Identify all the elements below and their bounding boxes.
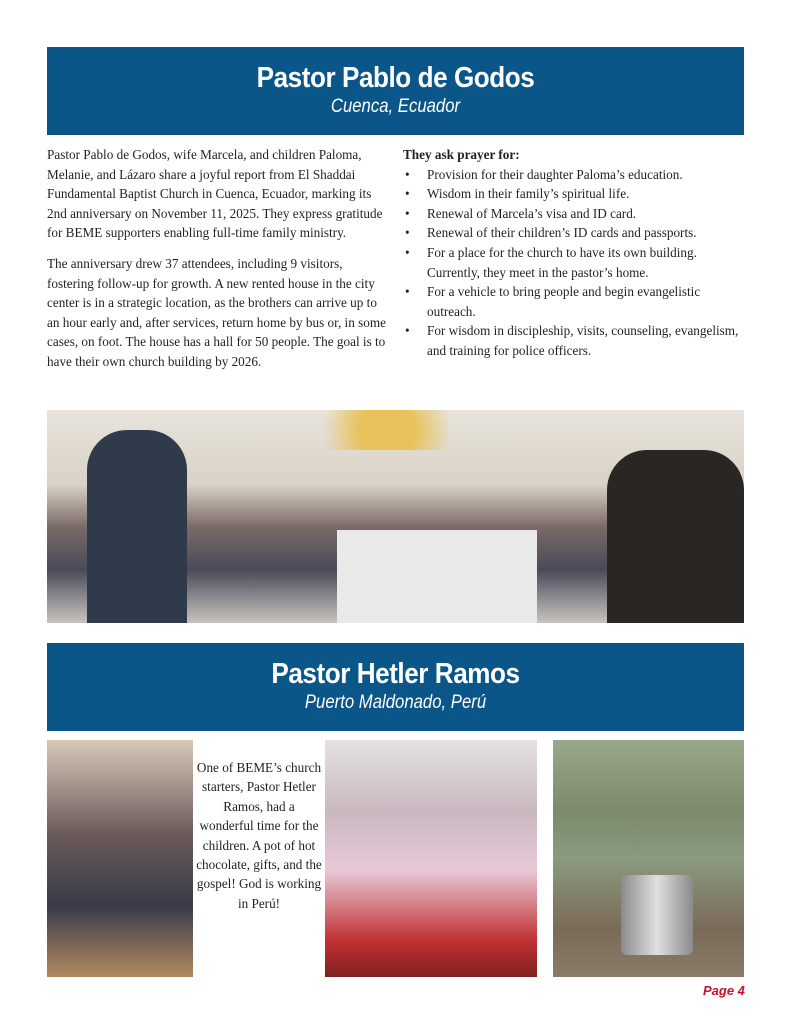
list-item: • Provision for their daughter Paloma’s education. (403, 165, 748, 185)
section1-title: Pastor Pablo de Godos (256, 62, 535, 94)
list-item: • Wisdom in their family’s spiritual life. (403, 184, 748, 204)
section2-caption: One of BEME’s church starters, Pastor Hetler Ramos, had a wonderful time for the children. A pot of hot chocolate, gifts, and the gospel! God is working in Perú! (196, 760, 322, 911)
paragraph: Pastor Pablo de Godos, wife Marcela, and children Paloma, Melanie, and Lázaro share a joyful report from El Shaddai Fundamental Baptist Church in Cuenca, Ecuador, marking its 2nd anniversary on November 11, 2025. They express gratitude for BEME supporters enabling full-time family ministry. (47, 147, 383, 241)
hot-chocolate-pot-photo (553, 740, 744, 977)
prayer-list (403, 165, 748, 361)
church-anniversary-group-photo (47, 410, 744, 623)
list-item: • For wisdom in discipleship, visits, counseling, evangelism, and training for police officers. (403, 321, 748, 360)
children-with-gifts-photo (325, 740, 537, 977)
prayer-heading: They ask prayer for: (403, 147, 520, 162)
section1-body (47, 145, 392, 383)
list-item: • Renewal of their children’s ID cards and passports. (403, 223, 748, 243)
list-item: • Renewal of Marcela’s visa and ID card. (403, 204, 748, 224)
section2-location: Puerto Maldonado, Perú (304, 692, 487, 713)
list-item: • For a place for the church to have its own building. Currently, they meet in the pastor’s home. (403, 243, 748, 282)
list-item: • For a vehicle to bring people and begin evangelistic outreach. (403, 282, 748, 321)
section1-banner (47, 47, 744, 135)
children-gifts-photo (47, 740, 193, 977)
page-number: Page 4 (703, 983, 745, 998)
paragraph: The anniversary drew 37 attendees, including 9 visitors, fostering follow-up for growth. A new rented house in the city center is in a strategic location, as the brothers can arrive up to an hour early and, after services, return home by bus or, in some cases, on foot. The house has a hall for 50 people. The goal is to have their own church building by 2026. (47, 255, 386, 369)
section2-title: Pastor Hetler Ramos (271, 658, 520, 690)
section2-banner (47, 643, 744, 731)
section1-location: Cuenca, Ecuador (330, 96, 461, 117)
prayer-requests (403, 145, 748, 361)
